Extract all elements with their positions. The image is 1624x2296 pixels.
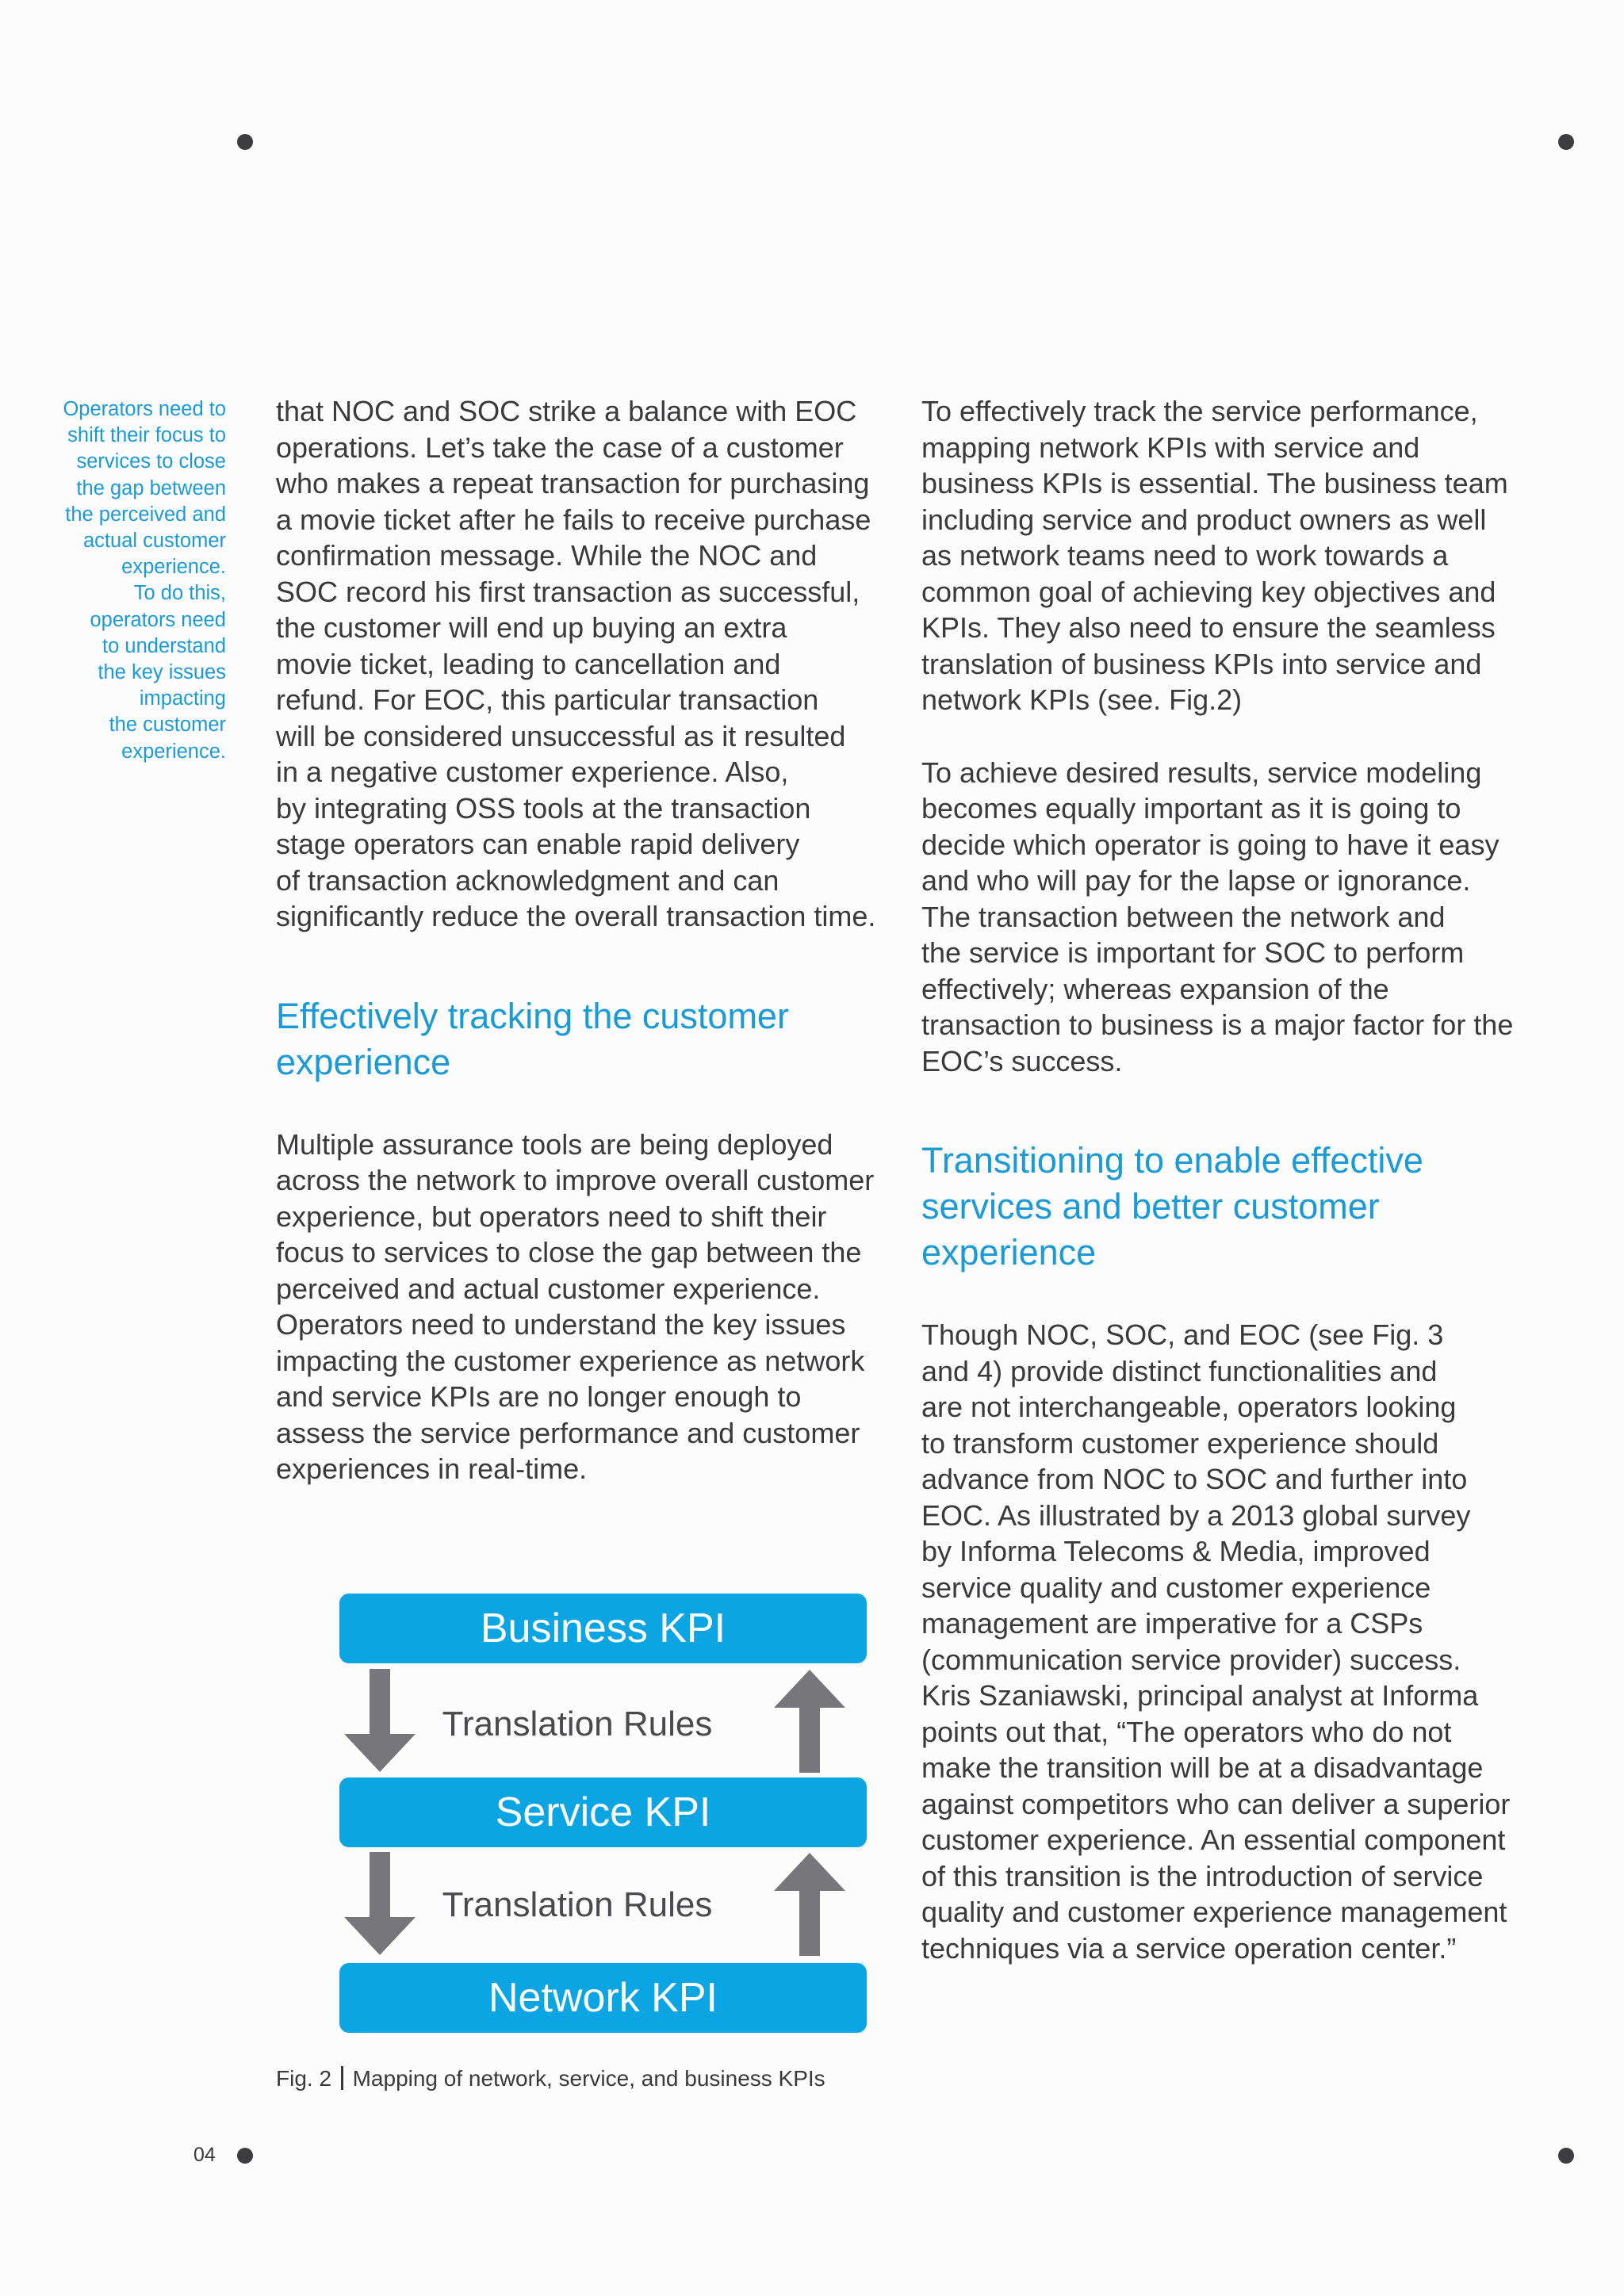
- left-column: [276, 393, 902, 1487]
- service-kpi-box: Service KPI: [339, 1777, 867, 1847]
- caption-text: Mapping of network, service, and business KPIs: [352, 2066, 825, 2091]
- corner-dot-top-right: [1558, 134, 1574, 150]
- corner-dot-bottom-left: [237, 2148, 253, 2164]
- translation-rules-label: Translation Rules: [442, 1705, 713, 1743]
- corner-dot-top-left: [237, 134, 253, 150]
- network-kpi-box: Network KPI: [339, 1963, 867, 2033]
- figure-caption: [276, 2066, 825, 2091]
- left-paragraph-1: that NOC and SOC strike a balance with EOC operations. Let’s take the case of a customer who makes a repeat transaction for purchasing a movie ticket after he fails to receive purchase confirmation message. While the NOC and SOC record his first transaction as successful, the customer will end up buying an extra movie ticket, leading to cancellation and refund. For EOC, this particular transaction will be considered unsuccessful as it resulted in a negative customer experience. Also, by integrating OSS tools at the transaction stage operators can enable rapid delivery of transaction acknowledgment and can significantly reduce the overall transaction time.: [276, 395, 876, 932]
- right-paragraph-2: To achieve desired results, service modeling becomes equally important as it is going to decide which operator is going to have it easy and who will pay for the lapse or ignorance. The transaction between the network and the service is important for SOC to perform effectively; whereas expansion of the transaction to business is a major factor for the EOC’s success.: [921, 756, 1514, 1077]
- caption-label: Fig. 2: [276, 2066, 332, 2091]
- caption-divider: [341, 2066, 343, 2090]
- kpi-mapping-diagram: [276, 1586, 910, 2061]
- corner-dot-bottom-right: [1558, 2148, 1574, 2164]
- section-heading-tracking: Effectively tracking the customer experience: [276, 995, 789, 1082]
- business-kpi-box: Business KPI: [339, 1594, 867, 1663]
- right-paragraph-3: Though NOC, SOC, and EOC (see Fig. 3 and 4) provide distinct functionalities and are not interchangeable, operators looking to transform customer experience should advance from NOC to SOC and further into EOC. As illustrated by a 2013 global survey by Informa Telecoms & Media, improved service quality and customer experience management are imperative for a CSPs (communication service provider) success. Kris Szaniawski, principal analyst at Informa points out that, “The operators who do not make the transition will be at a disadvantage against competitors who can deliver a superior customer experience. An essential component of this transition is the introduction of service quality and customer experience management techniques via a service operation center.”: [921, 1318, 1511, 1965]
- page-number: 04: [193, 2144, 216, 2166]
- section-heading-transitioning: Transitioning to enable effective services and better customer experience: [921, 1140, 1423, 1272]
- right-column: [921, 393, 1540, 1966]
- arrow-up-icon: [774, 1853, 845, 1956]
- translation-rules-label: Translation Rules: [442, 1885, 713, 1924]
- left-paragraph-2: Multiple assurance tools are being deployed across the network to improve overall customer experience, but operators need to shift their focus to services to close the gap between the perceived and actual customer experience. Operators need to understand the key issues impacting the customer experience as network and service KPIs are no longer enough to assess the service performance and customer experiences in real-time.: [276, 1127, 875, 1485]
- right-paragraph-1: To effectively track the service performance, mapping network KPIs with service and business KPIs is essential. The business team including service and product owners as well as network teams need to work towards a common goal of achieving key objectives and KPIs. They also need to ensure the seamless translation of business KPIs into service and network KPIs (see. Fig.2): [921, 395, 1508, 716]
- sidebar-pull-quote: Operators need to shift their focus to services to close the gap between the perceived and actual customer experience. To do this, operators need to understand the key issues impacting the customer experience.: [63, 398, 226, 763]
- arrow-up-icon: [774, 1670, 845, 1773]
